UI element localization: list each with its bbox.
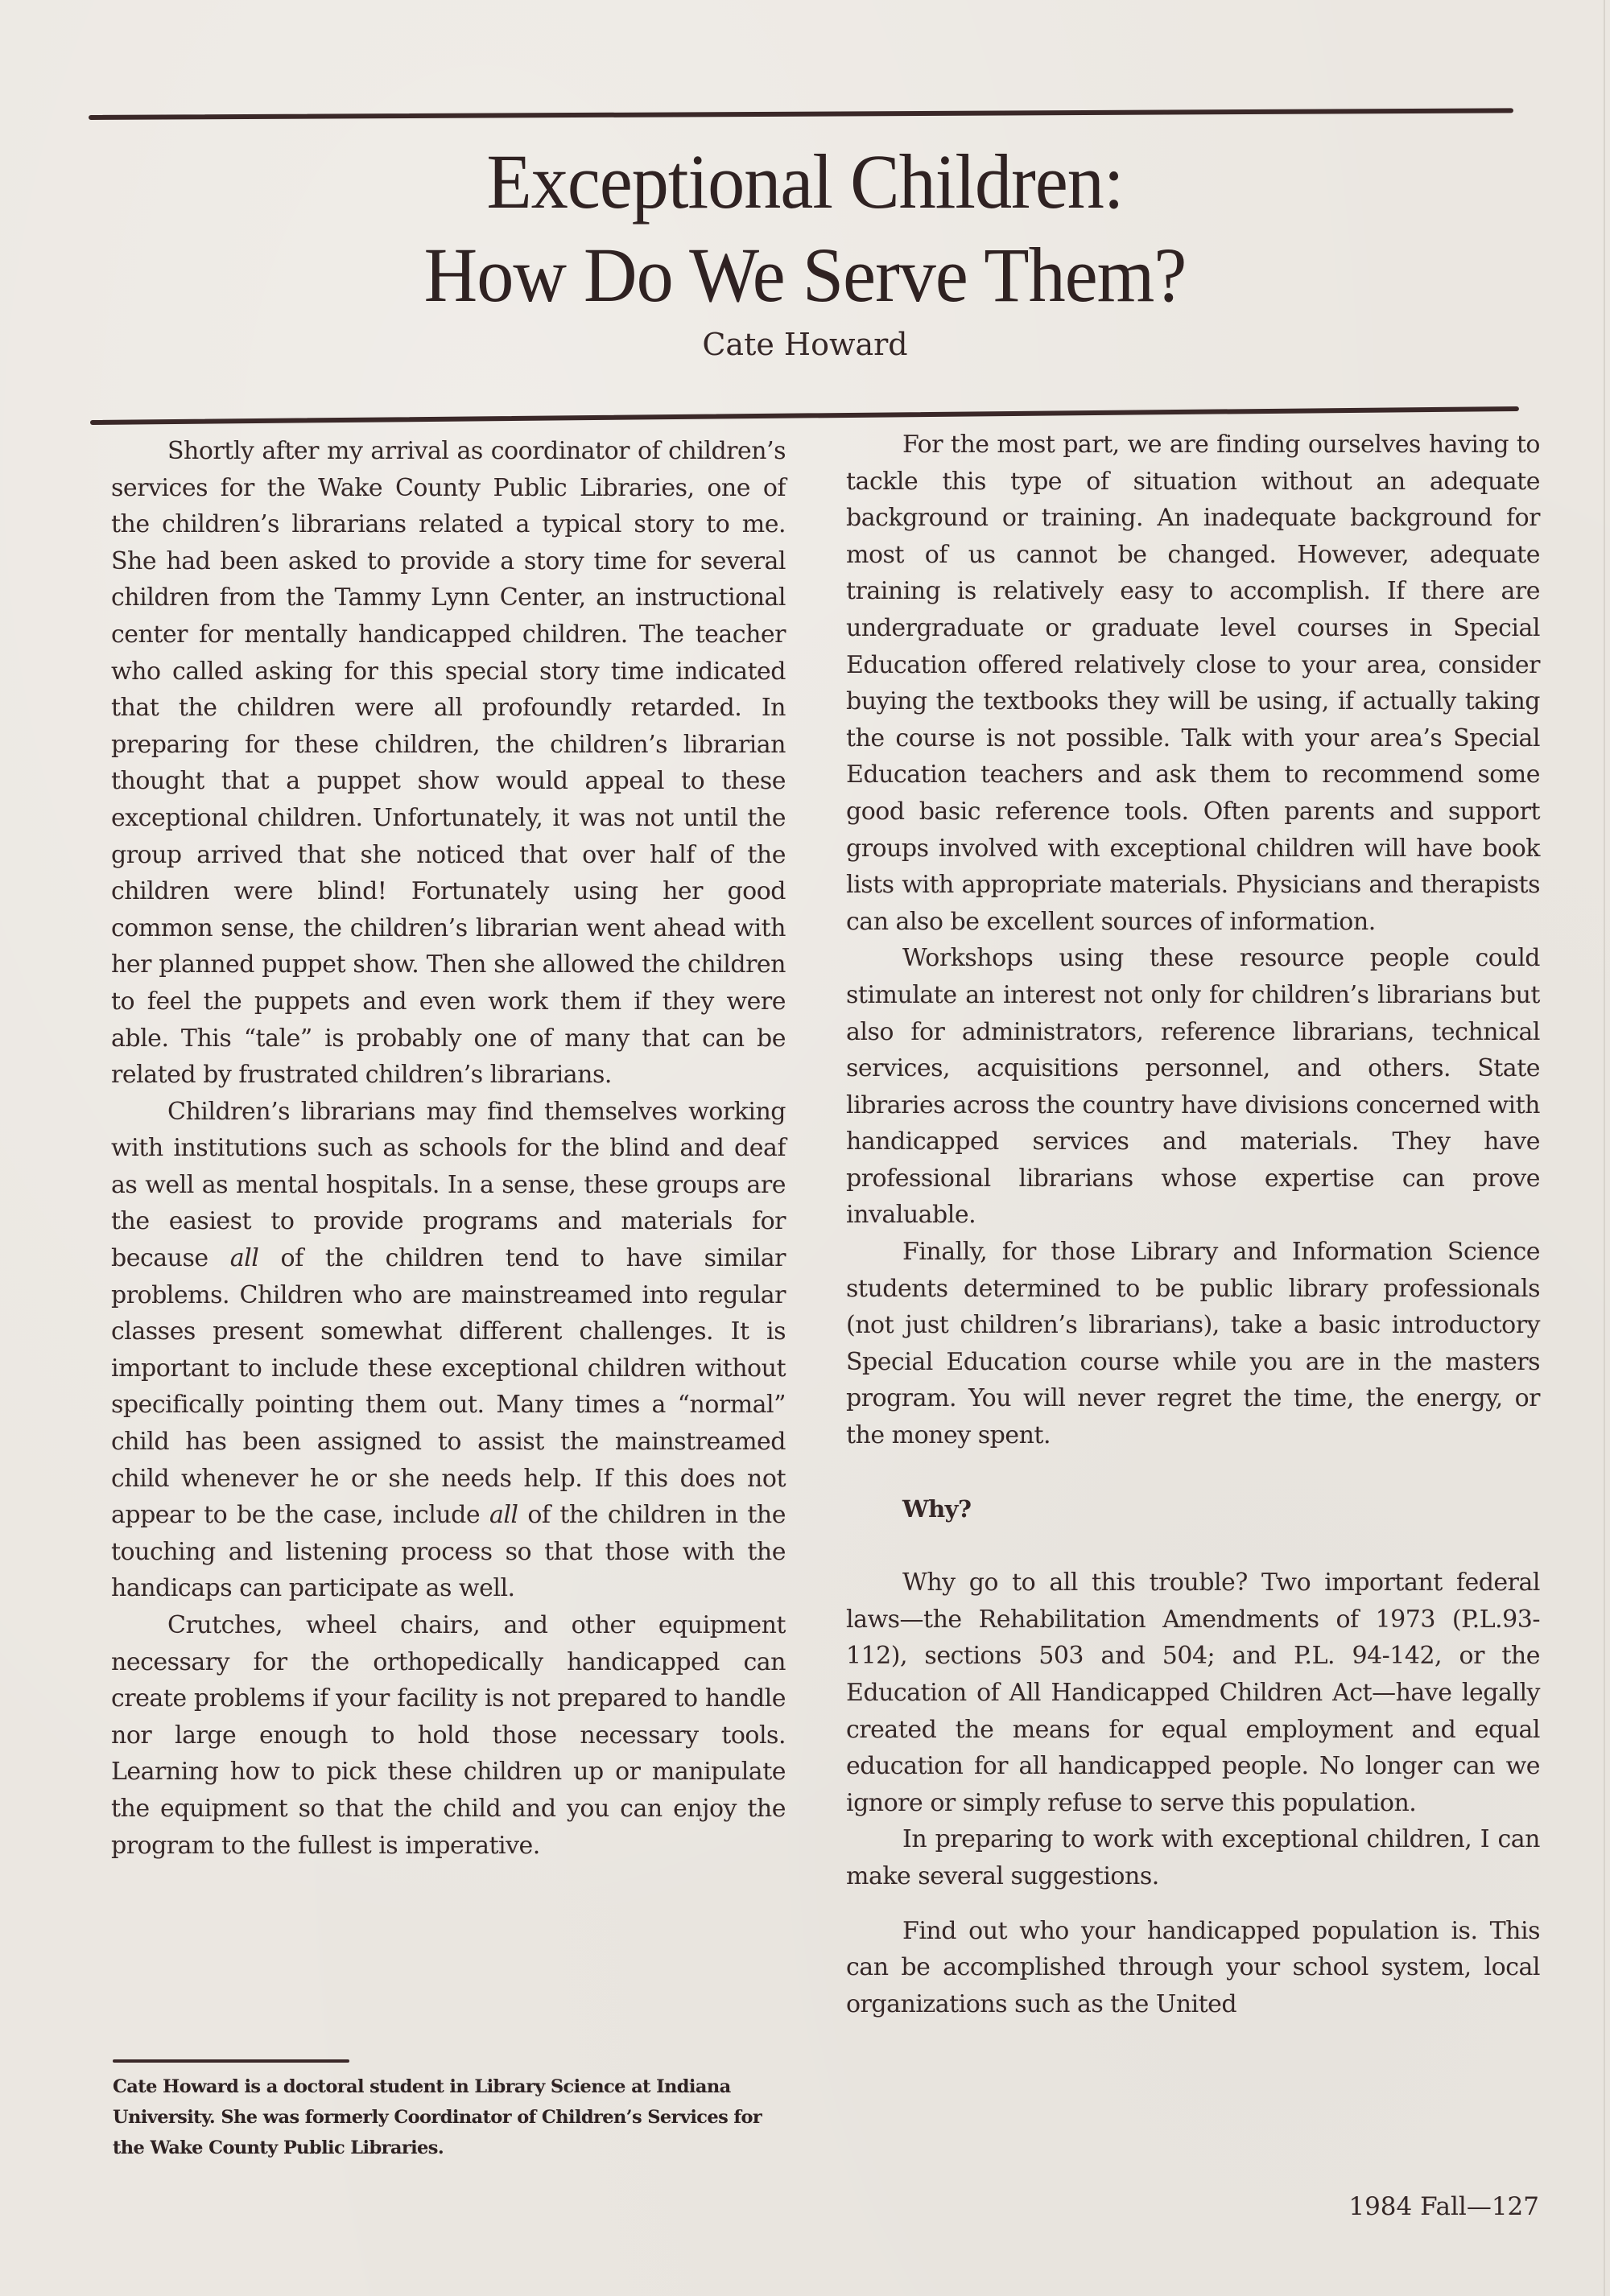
page-folio: 1984 Fall—127 bbox=[1348, 2192, 1539, 2221]
emphasis-all: all bbox=[489, 1501, 518, 1530]
title-line-1: Exceptional Children: bbox=[486, 138, 1124, 225]
body-paragraph: Finally, for those Library and Information Science students determined to be public library professionals (not just children’s librarians), take a basic introductory Special Education course while you are in the masters program. You will never regret the time, the energy, or the money spent. bbox=[846, 1238, 1540, 1450]
body-paragraph: Find out who your handicapped population is. This can be accomplished through your school system, local organizations such as the United bbox=[846, 1916, 1540, 2018]
paragraph-spacer bbox=[846, 1895, 1540, 1913]
left-column bbox=[111, 433, 786, 1864]
header-bottom-rule bbox=[90, 406, 1519, 425]
emphasis-all: all bbox=[229, 1244, 259, 1273]
page-edge-line bbox=[1604, 0, 1605, 2296]
author-bio-footnote: Cate Howard is a doctoral student in Library Science at Indiana University. She was formerly Coordinator of Children’s Services for the Wake County Public Libraries. bbox=[113, 2076, 762, 2158]
footnote-rule bbox=[113, 2059, 349, 2063]
section-spacer bbox=[846, 1454, 1540, 1491]
body-paragraph: Children’s librarians may find themselves working with institutions such as schools for the blind and deaf as well as mental hospitals. In a sense, these groups are the easiest to provide programs and materials for because all of the children tend to have similar problems. Children who are mainstreamed into regular classes present somewhat different challenges. It is important to include these exceptional children without specifically pointing them out. Many times a “normal” child has been assigned to assist the mainstreamed child whenever he or she needs help. If this does not appear to be the case, include all of the children in the touching and listening process so that those with the handicaps can participate as well. bbox=[111, 1097, 786, 1603]
body-paragraph: In preparing to work with exceptional children, I can make several suggestions. bbox=[846, 1825, 1540, 1890]
body-paragraph: For the most part, we are finding ourselves having to tackle this type of situation without an adequate background or training. An inadequate background for most of us cannot be changed. However, adequate training is relatively easy to accomplish. If there are undergraduate or graduate level courses in Special Education offered relatively close to your area, consider buying the textbooks they will be using, if actually taking the course is not possible. Talk with your area’s Special Education teachers and ask them to recommend some good basic reference tools. Often parents and support groups involved with exceptional children will have book lists with appropriate materials. Physicians and therapists can also be excellent sources of information. bbox=[846, 431, 1540, 936]
article-title bbox=[264, 135, 1346, 322]
section-heading-why: Why? bbox=[902, 1494, 972, 1523]
article-byline: Cate Howard bbox=[702, 327, 908, 362]
section-spacer bbox=[846, 1527, 1540, 1564]
header-top-rule bbox=[89, 108, 1513, 120]
body-paragraph: Shortly after my arrival as coordinator of children’s services for the Wake County Public Libraries, one of the children’s librarians related a typical story to me. She had been asked to provide a story time for several children from the Tammy Lynn Center, an instructional center for mentally handicapped children. The teacher who called asking for this special story time indicated that the children were all profoundly retarded. In preparing for these children, the children’s librarian thought that a puppet show would appeal to these exceptional children. Unfortunately, it was not until the group arrived that she noticed that over half of the children were blind! Fortunately using her good common sense, the children’s librarian went ahead with her planned puppet show. Then she allowed the children to feel the puppets and even work them if they were able. This “tale” is probably one of many that can be related by frustrated children’s librarians. bbox=[111, 437, 786, 1090]
title-line-2: How Do We Serve Them? bbox=[423, 232, 1187, 318]
right-column bbox=[846, 427, 1540, 2022]
body-paragraph: Why go to all this trouble? Two important federal laws—the Rehabilitation Amendments of 1973 (P.L.93-112), sections 503 and 504; and P.L. 94-142, or the Education of All Handicapped Children Act—have legally created the means for equal employment and equal education for all handicapped people. No longer can we ignore or simply refuse to serve this population. bbox=[846, 1568, 1540, 1817]
body-paragraph: Crutches, wheel chairs, and other equipment necessary for the orthopedically handicapped can create problems if your facility is not prepared to handle nor large enough to hold those necessary tools. Learning how to pick these children up or manipulate the equipment so that the child and you can enjoy the program to the fullest is imperative. bbox=[111, 1611, 786, 1860]
body-paragraph: Workshops using these resource people could stimulate an interest not only for children’s librarians but also for administrators, reference librarians, technical services, acquisitions personnel, and others. State libraries across the country have divisions concerned with handicapped services and materials. They have professional librarians whose expertise can prove invaluable. bbox=[846, 944, 1540, 1230]
